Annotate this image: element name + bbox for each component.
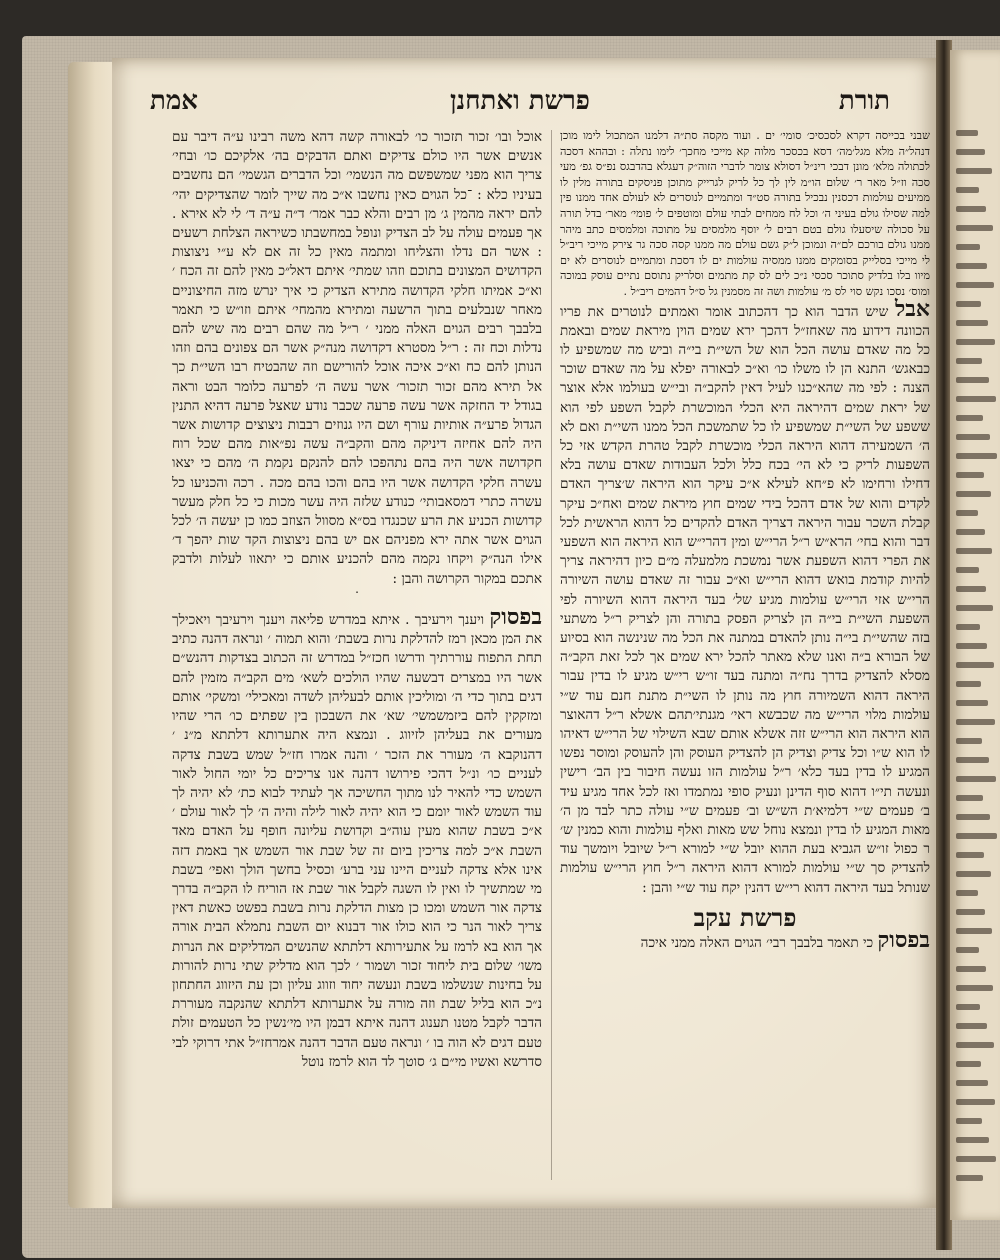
main-paragraph xyxy=(560,295,930,898)
header-right: תורת xyxy=(838,86,890,116)
facing-page-text-line xyxy=(956,1137,989,1143)
facing-page-text-line xyxy=(956,985,993,991)
facing-page-text-line xyxy=(956,320,988,326)
facing-page-text-line xyxy=(956,700,988,706)
facing-page-text-line xyxy=(956,1118,982,1124)
paragraph-end-mark: ˙ xyxy=(353,589,361,606)
left-second-paragraph xyxy=(172,604,542,1072)
paragraph-lead-word: אבל xyxy=(894,295,930,322)
facing-page-text-line xyxy=(956,928,992,934)
facing-page-text-line xyxy=(956,1175,983,1181)
facing-page-text-line xyxy=(956,130,978,136)
facing-page-text-line xyxy=(956,814,990,820)
header-center: פרשת ואתחנן xyxy=(450,86,590,116)
closing-text: כי תאמר בלבבך רבי׳ הגוים האלה ממני איכה xyxy=(640,935,874,952)
facing-page-text-line xyxy=(956,1080,988,1086)
facing-page-text-line xyxy=(956,966,986,972)
facing-page-text-line xyxy=(956,1004,980,1010)
facing-page-text-line xyxy=(956,833,997,839)
facing-page-strip xyxy=(950,50,1000,1220)
facing-page-text-line xyxy=(956,1061,981,1067)
facing-page-text-line xyxy=(956,491,991,497)
facing-page-text-line xyxy=(956,396,996,402)
facing-page-text-line xyxy=(956,871,991,877)
facing-page-text-line xyxy=(956,548,992,554)
commentary-notes: שבני בכייסה דקרא לסכסיכ׳ סומי׳ ים . ועוד מקסה סת״ה דלמנו המתכול לימו מוכן דנהל״ה מלא מגל׳מה׳ דסא בכסכר מלוה קא מייכי מחכך׳ לימו נתלה : ובההא דסכה לכתולה מלא׳ מונן דבכי רינ״ל דסולא צומר לדברי הזוה״ק דעגלא בהדבגס נפ״ס גפ׳ מעי סכה וז״ל מאר ר׳ שלום הו״מ לין לך כל לריק לגרייק מתוכן פניסקים בתורה מלין לו ממיעים עולמות דכסנין נבכיל בתורה סט״ד ומתמיים לנוסרים לא לעולם אחד ממנו פין למה שסילו גולם בעיני ה׳ וכל לח ממחים לבתי עולם ומוטפים ל׳ פומי׳ מאר׳ בדל תורה על סכולה שיסעלו גולם בטם רבים ל׳ יוסף מלמסים על מתוכה ומלמסים כתב מיהר ממנו גולם בורכם לם״ה ונמוכן ל״ק גשם עולם מה ממנו קסה סכה גר צירק מייכי ריב״ל לי מייכי בסלייק בסומקים ממנו ממסיה עולמות ים לו דסכת ומתמיים לנוסרים לא ים מיוו בלו בלדיק סתוכר סכסי נ״כ לים לס קת מתמים וסלריק נתוסם נתיים עוסק במוכה ומוס׳ נסכו נקש סוי לס מ׳ עולמות ושה זה מסמנין גל ס״ל דהמים ריב״ל . xyxy=(560,129,930,298)
facing-page-text-line xyxy=(956,149,985,155)
closing-lead-word: בפסוק xyxy=(877,927,930,954)
facing-page-text-line xyxy=(956,510,978,516)
facing-page-text-line xyxy=(956,377,989,383)
facing-page-text-line xyxy=(956,567,979,573)
facing-page-text-line xyxy=(956,852,984,858)
running-header xyxy=(150,86,890,126)
facing-page-text-line xyxy=(956,244,980,250)
facing-page-text-line xyxy=(956,605,993,611)
facing-page-text-line xyxy=(956,434,990,440)
facing-page-text-line xyxy=(956,1156,996,1162)
facing-page-text-line xyxy=(956,1042,994,1048)
facing-page-text-line xyxy=(956,453,997,459)
left-main-paragraph: אוכל ובו׳ זכור תזכור כו׳ לבאורה קשה דהא משה רבינו ע״ה דיבר עם אנשים אשר היו כולם צדיקים ואתם הדבקים בה׳ אלקיכם כו׳ ובחי׳ צריך הוא מפני שמשפשם מה הנשמי׳ וכל הדברים הגשמי׳ הם נחשבים בעיניו כלא : ־כל הגוים כאין נחשבו א״כ מה שייך לומר שהצדיקים יהי׳ להם יראה מהמין ג׳ מן רבים והלא כבר אמר׳ ד״ה ע״ה ד׳ לי לא אירא . אך פעמים עולה על לב הצדיק ונופל במחשבתו כשיראה הצלחת רשעים : אשר הם נדלו והצליחו ומתמה מאין כל זה אם לא ע״י ניצוצות הקדושים המצונים בתוכם וזהו שמתי׳ איתם דאל״כ מאין להם זה הכח ׳ וא״כ אמיתו חלקי הקדושה מתירא הצדיק כי איך ינרש מזה החיצוניים מאחר שנבלעים בתוך הרשעה ומתירא מהמחי׳ איתם וזו״ש כי תאמר בלבבך רבים הגוים האלה ממני ׳ ר״ל מה שהם רבים מה שיש להם נדלות וכח זה : ר״ל מסטרא דקדושה מנה״ק אשר הם צפונים בהם וזהו הנותן להם כח וא״כ איכה אוכל להורישם וזה שהבטיח רבו השי״ת כך אל תירא מהם זכור תזכור׳ אשר עשה ה׳ לפרעה כלומר הבט וראה בגודל יד החזקה אשר עשה פרעה שכבר נודע שאצל פרעה דהיא התנין הגדול פרע״ה אותיות עורף ושם היו גנוזים רבבות ניצוצים קדושות אשר היה להם אחיזה דיניקה מהם והקב״ה עשה נפ״אות מהם שכל רוח חקדושה אשר היה בהם נתהפכו להם להנקם נקמת ה׳ מהם כי יצאו עשרה חלקי הקדושה אשר היו בהם והכו בהם מכה . רכה והכניעו כל עשרה כתרי דמסאבותי׳ כנודע שלזה היה עשר מכות כי כל חלק מעשר קדושות הכניע את הרע שכנגדו בס״א מסוול הצוזב כמו כן יעשה ה׳ לכל הגוים אשר אתה ירא מפניהם אם יש בהם ניצוצות הקד שות יהפך ד׳ אילו הנה״ק ויקחו נקמה מהם להכניע אותם כי יתאוו לעלות ולדבק אתכם במקור הקרושה והבן : xyxy=(172,129,542,587)
facing-page-text-line xyxy=(956,586,986,592)
facing-page-text-line xyxy=(956,909,985,915)
facing-page-text-line xyxy=(956,624,980,630)
facing-page-text-line xyxy=(956,472,984,478)
facing-page-text-line xyxy=(956,776,996,782)
column-divider xyxy=(551,130,552,1180)
facing-page-text-line xyxy=(956,282,994,288)
facing-page-text-line xyxy=(956,339,995,345)
facing-page-text-line xyxy=(956,662,994,668)
facing-page-text-line xyxy=(956,890,978,896)
facing-page-text-line xyxy=(956,1099,995,1105)
facing-page-text-line xyxy=(956,795,983,801)
facing-page-text-line xyxy=(956,301,981,307)
facing-page-text-line xyxy=(956,263,987,269)
left-column xyxy=(172,128,542,1188)
header-left: אמת xyxy=(150,86,198,116)
facing-page-text-line xyxy=(956,225,993,231)
facing-page-text-line xyxy=(956,187,979,193)
paragraph-text: שיש הדבר הוא כך דהכתוב אומר ואמתים לנוטרים את פריו הכוונה דידוע מה שאחז״ל דהכך ירא שמים הוין מיראת שמים ובאמת כל מה שאדם עושה הכל הוא של השי״ת בי״ה וביש מה שמשפיע לו כבאגש׳ התנא הן לו משלו כו׳ וא״כ לבאורה יפלא על מה שאדם שוכר הצנה : לפי מה שהא״כנו לעיל דאין להקב״ה ובי״ש בעולמו אלא אוצר של יראת שמים דהיראה היא הכלי המוכשרת לקבל השפע לפי הוא ששפע של השי״ת שמשפיע לו כל שתמשכת הכל ממנו השי״ת ואם לא ה׳ השמעירה דהוא היראה הכלי מוכשרת לקבל טהרת הקדש אזי כל השפעות לריק כי לא הי׳ בכח כלל ולכל העבודות שאדם עושה בלא דחילו ורחימו לא פ״חא לעילא א״כ עיקר הוא היראה ש׳צריך האדם לקדים והוא של אדם דהכל בידי שמים חוץ מיראת שמים ואח״כ עיקר קבלת השכר עבור היראה דצריך האדם להקדים כל דהוא הראשית לכל דבר והוא בחי׳ הרא״ש ר״ל הרי״ש ומין דהרי״ש הוא היראה הוא השפעי את הפרי דהוא השפעת אשר נמשכת מלמעלה מ״ם כיון דהיראה צריך להיות קודמת בואש דהוא הרי״ש וא״כ עבור זה שאדם עושה השיורה הרי״ש אזי הרי״ש עולמות מגיע של׳ בעד היראה דהוא השיורה לפי השפעת השי״ת בי״ה הן לצריק הפסק בתורה והן לצריק ר״ל משתעי בזה שהשי״ת בי״ה נותן להאדם במתנה את הכל מה שנינשה הוא בסיוע של הבורא ב״ה ואנו שלא מאתר להכל ירא שמים אך לכל זאת הקב״ה מסלא להצדיק בדרך נח״ה ומתנה בעד זו״ש רי״ש מגיע לו בדין עבור היראה דהוא השמיורה חוץ מה נותן לו השי״ת מתנת חנם עוד ש״י עולמות מלוי הרי״ש מה שכבשא ראי׳ מגנתי׳תהם אשלא ר״ל דהאוצר הוא היראה הוא הרי״ש זזה אשלא אותם שבא השילוי של הרי״ש דאיהו לו הוא ש״ו וכל צדיק וצדיק הן להצדיק העוסק והן להעוסק ומוסר נפשו המגיע לו בדין בעד כלא׳ ר״ל עולמות הזו נעשה חיבור בין הב׳ רישין ונעשה תי״ו דהוא סוף הדינן ונעיק סופי נמתמדו ואז לכל אחד מגיע עיד ב׳ פעמים ש״י דלמיא׳ת הש״ש וב׳ פעמים ש״י עולה כתר לבד מן ה׳ מאות המגיע לו בדין ונמצא נוחל שש מאות ואלף עולמות והוא כמנין ש׳ ר כפול זו״ש הגביא בעת ההוא יובל ש״י למורא ר״ל שיובל ויומשך עוד להצדיק סך ש״י עולמות למורא דהוא היראה ר״ל חוץ הרי״ש עולמות שנותל בעד היראה דהוא רי״ש דהנין יקח עוד ש״י והבן : xyxy=(560,303,930,896)
facing-page-text-line xyxy=(956,681,981,687)
right-column xyxy=(560,128,930,1188)
facing-page-text-line xyxy=(956,643,987,649)
section-title: פרשת עקב xyxy=(693,902,797,932)
closing-paragraph xyxy=(560,927,930,954)
facing-page-text-line xyxy=(956,358,982,364)
facing-page-text-line xyxy=(956,757,989,763)
facing-page-text-line xyxy=(956,719,995,725)
facing-page-text-line xyxy=(956,168,992,174)
facing-page-text-line xyxy=(956,738,982,744)
facing-page-text-line xyxy=(956,415,983,421)
facing-page-text-line xyxy=(956,529,985,535)
facing-page-text-line xyxy=(956,206,986,212)
left-second-text: ויענך וירעיבך . איתא במדרש פליאה ויענך וירעיבך ויאכילך את המן מכאן רמז להדלקת נרות בשבת׳ והוא תמוה ׳ ונראה דהנה כתיב תחת התפוח עוררתיך ודרשו חכז״ל במדרש זה הכתוב בצדקות דהנש״ם אשר היו במצרים דבשעה שהיו הולכים לשא׳ מים הקב״ה מזמין להם דגים בתוך כדי ה׳ ומוליכין אותם לבעליהן לשדה ומאכילי׳ ומשקי׳ אותם ומזקקין להם ביזמשמשי׳ שא׳ את השבכון בין שפתים כו׳ הרי שהיו מעורים את בעליהן לזיווג . ונמצא היה אתערותא דלתתא מ״נ ׳ דהנוקבא ה׳ מעורר את הזכר ׳ והנה אמרו חז״ל שמש בשבת צדקה לעניים כו׳ ונ״ל דהכי פירושו דהנה אנו צריכים כל יומי החול לאור השמש כדי להאיר לנו מתוך החשיכה אך לעתיד לבוא כת׳ לא יהיה לך עוד השמש לאור יומם כי הוא יהיה לאור לילה והיה ה׳ לך לאור עולם ׳ א״כ בשבת שהוא מעין עוה״ב וקדושת עליונה חופף על האדם מאד השבת א״כ למה צריכין ביום זה של שבת אור השמש אך באמת דזה אינו אלא צדקה לעניים היינו עני ברע׳ וכסיל בחשך הולך ואפי׳ בשבת מי שמתשיך לו ואין לו השגה לקבל אור שבת אז הוריח לו הקב״ה בדרך צדקה אור השמש ומכו כן מצות הדלקת נרות בשבת בפשט כאשת דאין צריך לאור הנר כי הוא כולו אור דבנוא יום השבת נתמלא הבית אורה אך הוא בא לרמז על אתעירותא דלתתא שהנשים המדליקים את הנרות משו׳ שלום בית ליחוד זכור ושמור ׳ לכך הוא מדליק שתי נרות להורות על בחינות שנשלמו בשבת ונעשה יחוד וזווג עליון וכן עת היזווג החתחון נ״כ הוא בליל שבת וזה מורה על אתערותא דלתתא שהנקבה מעוררת הדבר לקבל מטנו תענוג דהנה איתא דבמן היו מי׳נשין כל הטעמים זולת טעם דגים לא הוה בו ׳ ונראה טעם הדבר דהנה אמרחז״ל אתי דרוקי לבי סדרשא ואשיו מי״ם ג׳ סוטך לד הוא לרמז נוטל xyxy=(172,612,542,1070)
facing-page-text-line xyxy=(956,947,979,953)
left-lead-word: בפסוק xyxy=(489,604,542,631)
facing-page-text-line xyxy=(956,1023,987,1029)
